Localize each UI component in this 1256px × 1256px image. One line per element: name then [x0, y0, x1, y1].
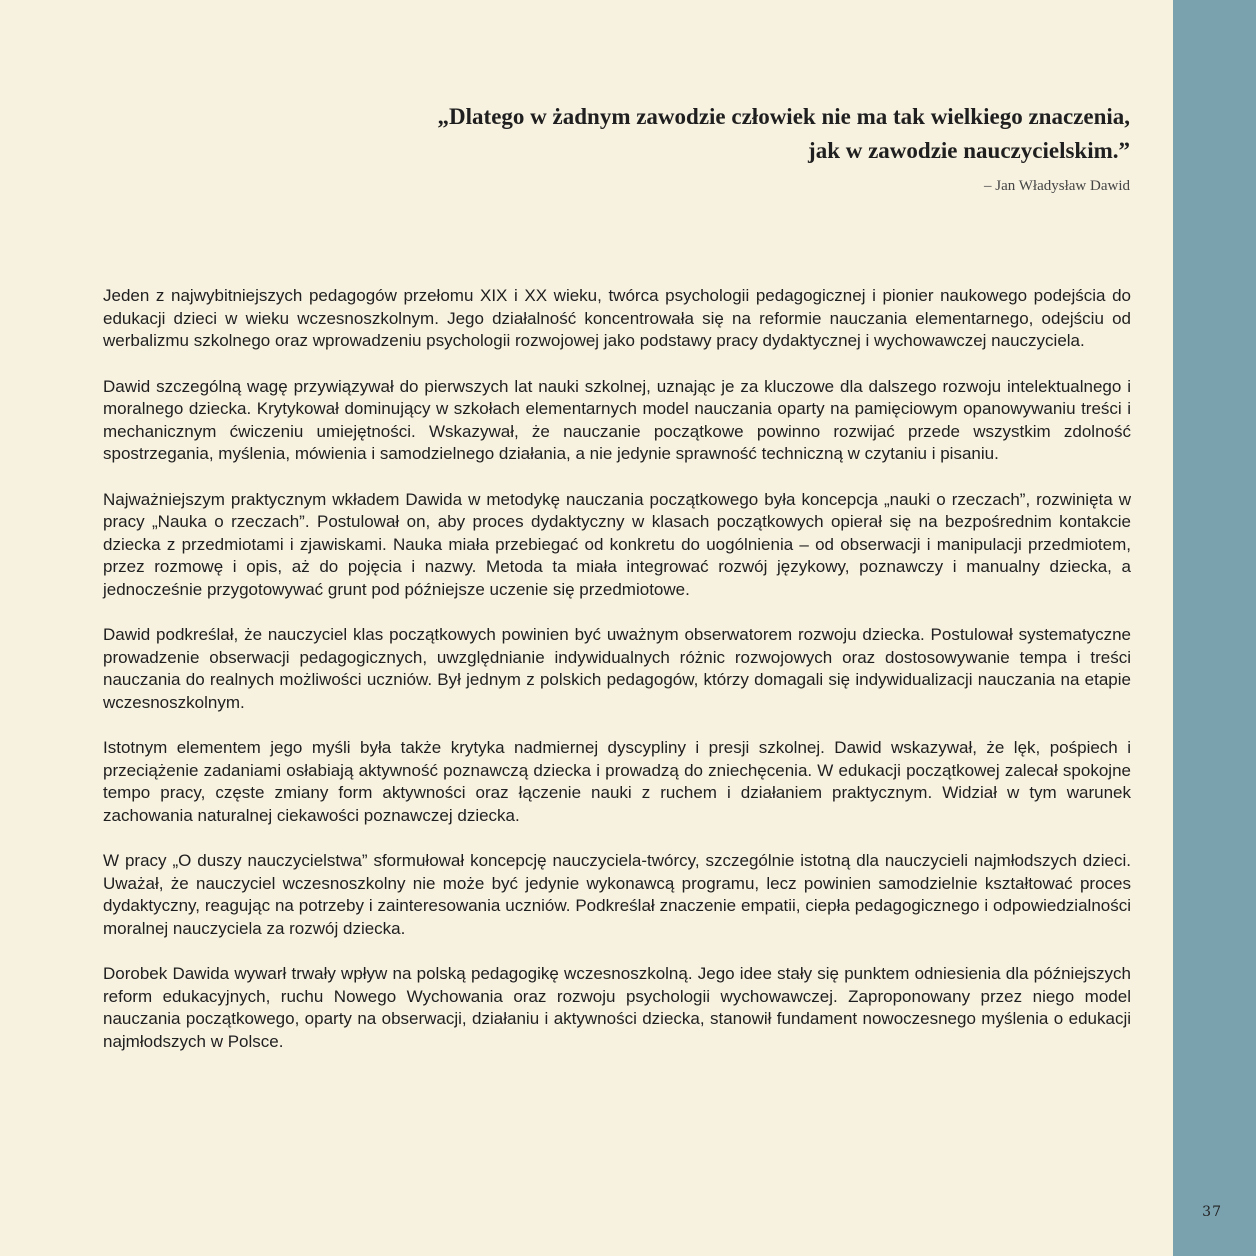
- body-text: [103, 285, 1131, 1076]
- quote-line-1: „Dlatego w żadnym zawodzie człowiek nie ma tak wielkiego znaczenia,: [437, 104, 1130, 129]
- quote-author: – Jan Władysław Dawid: [984, 178, 1130, 194]
- paragraph: Jeden z najwybitniejszych pedagogów przełomu XIX i XX wieku, twórca psychologii pedagogicznej i pionier naukowego podejścia do edukacji dzieci w wieku wczesnoszkolnym. Jego działalność koncentrowała się na reformie nauczania elementarnego, odejściu od werbalizmu szkolnego oraz wprowadzeniu psychologii rozwojowej jako podstawy pracy dydaktycznej i wychowawczej nauczyciela.: [103, 286, 1131, 350]
- paragraph: Dorobek Dawida wywarł trwały wpływ na polską pedagogikę wczesnoszkolną. Jego idee stały się punktem odniesienia dla późniejszych reform edukacyjnych, ruchu Nowego Wychowania oraz rozwoju psychologii wychowawczej. Zaproponowany przez niego model nauczania początkowego, oparty na obserwacji, działaniu i aktywności dziecka, stanowił fundament nowoczesnego myślenia o edukacji najmłodszych w Polsce.: [103, 964, 1131, 1051]
- page-number: 37: [1202, 1204, 1222, 1220]
- paragraph: Dawid szczególną wagę przywiązywał do pierwszych lat nauki szkolnej, uznając je za kluczowe dla dalszego rozwoju intelektualnego i moralnego dziecka. Krytykował dominujący w szkołach elementarnych model nauczania oparty na pamięciowym opanowywaniu treści i mechanicznym ćwiczeniu umiejętności. Wskazywał, że nauczanie początkowe powinno rozwijać przede wszystkim zdolność spostrzegania, myślenia, mówienia i samodzielnego działania, a nie jedynie sprawność techniczną w czytaniu i pisaniu.: [103, 376, 1131, 463]
- quote-line-2: jak w zawodzie nauczycielskim.”: [808, 138, 1130, 163]
- side-margin-bar: [1173, 0, 1256, 1256]
- paragraph: W pracy „O duszy nauczycielstwa” sformułował koncepcję nauczyciela-twórcy, szczególnie istotną dla nauczycieli najmłodszych dzieci. Uważał, że nauczyciel wczesnoszkolny nie może być jedynie wykonawcą programu, lecz powinien samodzielnie kształtować proces dydaktyczny, reagując na potrzeby i zainteresowania uczniów. Podkreślał znaczenie empatii, ciepła pedagogicznego i odpowiedzialności moralnej nauczyciela za rozwój dziecka.: [103, 851, 1131, 938]
- paragraph: Dawid podkreślał, że nauczyciel klas początkowych powinien być uważnym obserwatorem rozwoju dziecka. Postulował systematyczne prowadzenie obserwacji pedagogicznych, uwzględnianie indywidualnych różnic rozwojowych oraz dostosowywanie tempa i treści nauczania do realnych możliwości uczniów. Był jednym z polskich pedagogów, którzy domagali się indywidualizacji nauczania na etapie wczesnoszkolnym.: [103, 625, 1131, 712]
- paragraph: Najważniejszym praktycznym wkładem Dawida w metodykę nauczania początkowego była koncepcja „nauki o rzeczach”, rozwinięta w pracy „Nauka o rzeczach”. Postulował on, aby proces dydaktyczny w klasach początkowych opierał się na bezpośrednim kontakcie dziecka z przedmiotami i zjawiskami. Nauka miała przebiegać od konkretu do uogólnienia – od obserwacji i manipulacji przedmiotem, przez rozmowę i opis, aż do pojęcia i nazwy. Metoda ta miała integrować rozwój językowy, poznawczy i manualny dziecka, a jednocześnie przygotowywać grunt pod późniejsze uczenie się przedmiotowe.: [103, 489, 1131, 599]
- epigraph-quote: [310, 100, 1130, 196]
- paragraph: Istotnym elementem jego myśli była także krytyka nadmiernej dyscypliny i presji szkolnej. Dawid wskazywał, że lęk, pośpiech i przeciążenie zadaniami osłabiają aktywność poznawczą dziecka i prowadzą do zniechęcenia. W edukacji początkowej zalecał spokojne tempo pracy, częste zmiany form aktywności oraz łączenie nauki z ruchem i działaniem praktycznym. Widział w tym warunek zachowania naturalnej ciekawości poznawczej dziecka.: [103, 738, 1131, 825]
